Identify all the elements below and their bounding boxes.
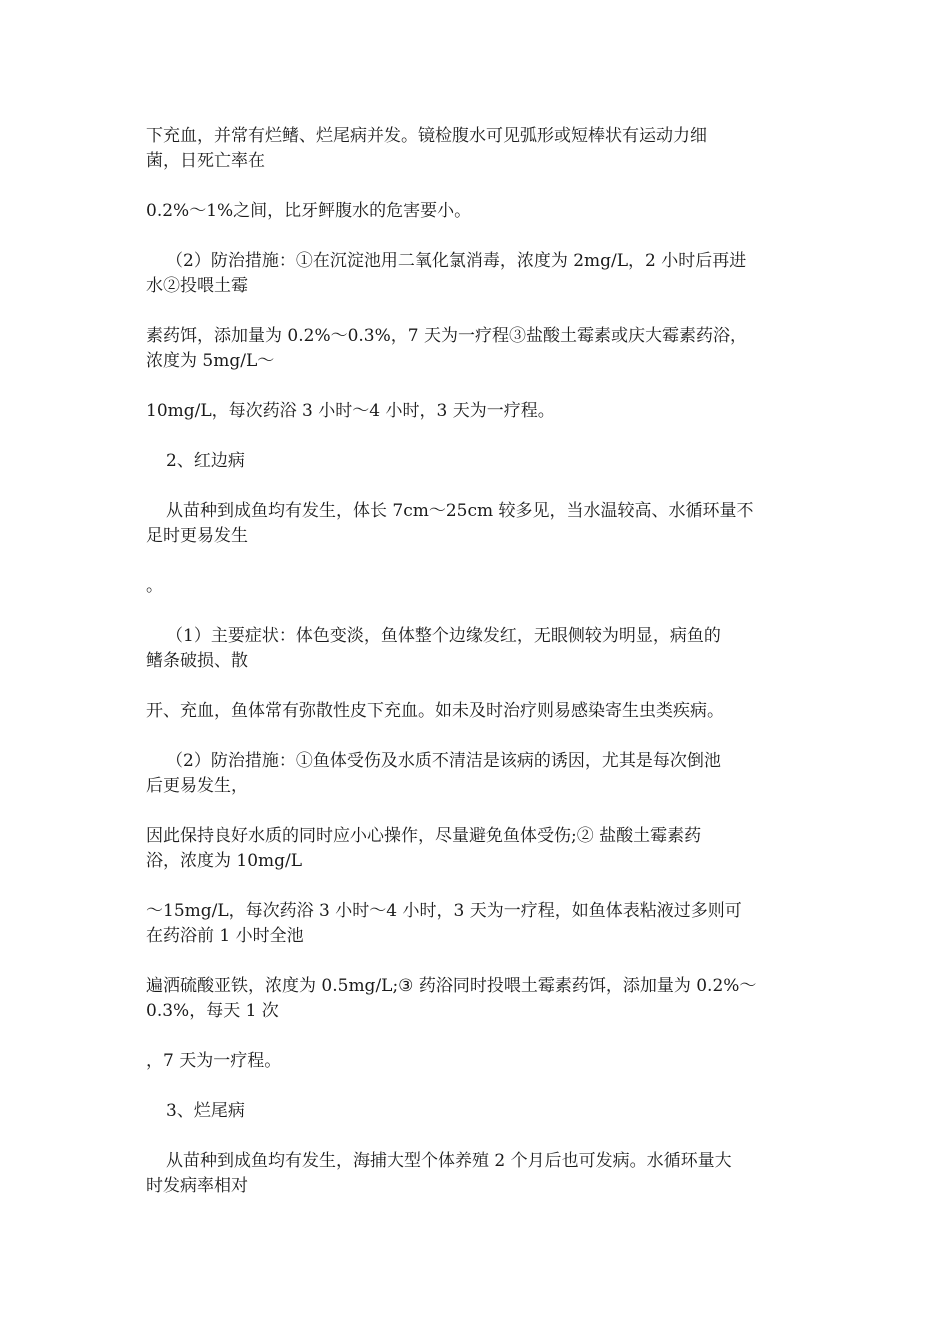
text-line: 遍洒硫酸亚铁，浓度为 0.5mg/L;③ 药浴同时投喂土霉素药饵，添加量为 0.2%～ [146,976,757,996]
text-line: 开、充血，鱼体常有弥散性皮下充血。如未及时治疗则易感染寄生虫类疾病。 [146,701,724,721]
text-line: 后更易发生， [146,776,248,796]
section-heading-text: 2、红边病 [166,451,245,471]
paragraph [146,124,808,174]
document-body [146,124,808,1224]
section-heading [146,1099,808,1124]
text-line: 0.2%～1%之间，比牙鲆腹水的危害要小。 [146,201,472,221]
text-line: 在药浴前 1 小时全池 [146,926,304,946]
paragraph [146,1149,808,1199]
paragraph [146,824,808,874]
paragraph [146,624,808,674]
text-line: 下充血，并常有烂鳍、烂尾病并发。镜检腹水可见弧形或短棒状有运动力细 [146,126,707,146]
text-line: 浓度为 5mg/L～ [146,351,275,371]
paragraph [146,249,808,299]
text-line: 从苗种到成鱼均有发生，海捕大型个体养殖 2 个月后也可发病。水循环量大 [166,1151,732,1171]
paragraph [146,699,808,724]
text-line: 从苗种到成鱼均有发生，体长 7cm～25cm 较多见，当水温较高、水循环量不 [166,501,754,521]
text-line: 10mg/L，每次药浴 3 小时～4 小时，3 天为一疗程。 [146,401,555,421]
paragraph [146,749,808,799]
paragraph [146,1049,808,1074]
text-line: 鳍条破损、散 [146,651,248,671]
text-line: 因此保持良好水质的同时应小心操作，尽量避免鱼体受伤;② 盐酸土霉素药 [146,826,702,846]
text-line: 菌，日死亡率在 [146,151,265,171]
text-line: （2）防治措施：①鱼体受伤及水质不清洁是该病的诱因，尤其是每次倒池 [166,751,721,771]
text-line: 。 [146,576,163,596]
text-line: 浴，浓度为 10mg/L [146,851,303,871]
section-heading [146,449,808,474]
text-line: ～15mg/L，每次药浴 3 小时～4 小时，3 天为一疗程，如鱼体表粘液过多则可 [146,901,742,921]
paragraph [146,199,808,224]
paragraph [146,574,808,599]
text-line: ，7 天为一疗程。 [146,1051,282,1071]
text-line: 水②投喂土霉 [146,276,248,296]
text-line: 素药饵，添加量为 0.2%～0.3%，7 天为一疗程③盐酸土霉素或庆大霉素药浴， [146,326,748,346]
text-line: 0.3%，每天 1 次 [146,1001,279,1021]
text-line: 足时更易发生 [146,526,248,546]
paragraph [146,974,808,1024]
text-line: （1）主要症状：体色变淡，鱼体整个边缘发红，无眼侧较为明显，病鱼的 [166,626,721,646]
paragraph [146,499,808,549]
text-line: （2）防治措施：①在沉淀池用二氧化氯消毒，浓度为 2mg/L，2 小时后再进 [166,251,747,271]
paragraph [146,399,808,424]
paragraph [146,324,808,374]
text-line: 时发病率相对 [146,1176,248,1196]
section-heading-text: 3、烂尾病 [166,1101,245,1121]
paragraph [146,899,808,949]
